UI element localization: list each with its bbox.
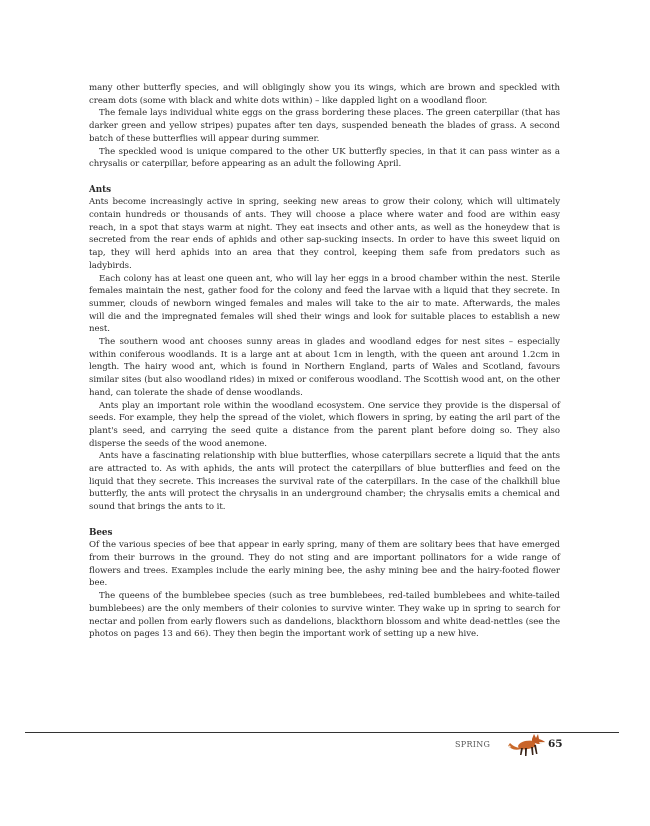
paragraph: Of the various species of bee that appear in early spring, many of them are solitary bees that have emerged from their burrows in the ground. They do not sting and are important pollinators for a wide range of flowers and trees. Examples include the early mining bee, the ashy mining bee and the hairy-footed flower bee. xyxy=(89,540,560,589)
paragraph: Ants have a fascinating relationship with blue butterflies, whose caterpillars secrete a liquid that the ants are attracted to. As with aphids, the ants will protect the caterpillars of blue butterflies and feed on the liquid that they secrete. This increases the survival rate of the caterpillars. In the case of the chalkhill blue butterfly, the ants will protect the chrysalis in an underground chamber; the chrysalis emits a chemical and sound that brings the ants to it. xyxy=(89,451,560,513)
paragraph: Each colony has at least one queen ant, who will lay her eggs in a brood chamber within the nest. Sterile females maintain the nest, gather food for the colony and feed the larvae with a liquid that they secrete. In summer, clouds of newborn winged females and males will take to the air to mate. Afterwards, the males will die and the impregnated females will shed their wings and look for suitable places to establish a new nest. xyxy=(89,273,560,335)
page-body xyxy=(89,82,560,641)
section-heading-ants: Ants xyxy=(89,184,112,195)
footer-section-label: SPRING xyxy=(455,740,491,749)
paragraph: The speckled wood is unique compared to the other UK butterfly species, in that it can pass winter as a chrysalis or caterpillar, before appearing as an adult the following April. xyxy=(89,146,560,170)
page-number: 65 xyxy=(548,738,563,750)
paragraph: Ants become increasingly active in spring, seeking new areas to grow their colony, which will ultimately contain hundreds or thousands of ants. They will choose a place where water and food are within easy reach, in a spot that stays warm at night. They eat insects and other ants, as well as the honeydew that is secreted from the rear ends of aphids and other sap-sucking insects. In order to have this sweet liquid on tap, they will herd aphids into an area that they control, keeping them safe from predators such as ladybirds. xyxy=(89,197,560,271)
paragraph: many other butterfly species, and will obligingly show you its wings, which are brown and speckled with cream dots (some with black and white dots within) – like dappled light on a woodland floor. xyxy=(89,83,560,106)
paragraph: The queens of the bumblebee species (such as tree bumblebees, red-tailed bumblebees and white-tailed bumblebees) are the only members of their colonies to survive winter. They wake up in spring to search for nectar and pollen from early flowers such as dandelions, blackthorn blossom and white dead-nettles (see the photos on pages 13 and 66). They then begin the important work of setting up a new hive. xyxy=(89,591,560,640)
paragraph: The female lays individual white eggs on the grass bordering these places. The green caterpillar (that has darker green and yellow stripes) pupates after ten days, suspended beneath the blades of grass. A second batch of these butterflies will appear during summer. xyxy=(89,108,560,144)
paragraph: Ants play an important role within the woodland ecosystem. One service they provide is the dispersal of seeds. For example, they help the spread of the violet, which flowers in spring, by eating the aril part of the plant's seed, and carrying the seed quite a distance from the parent plant before doing so. They also disperse the seeds of the wood anemone. xyxy=(89,400,560,449)
section-heading-bees: Bees xyxy=(89,527,113,538)
fox-icon xyxy=(504,726,546,758)
paragraph: The southern wood ant chooses sunny areas in glades and woodland edges for nest sites – especially within coniferous woodlands. It is a large ant at about 1cm in length, with the queen ant around 1.2cm in length. The hairy wood ant, which is found in Northern England, parts of Wales and Scotland, favours similar sites (but also woodland rides) in mixed or coniferous woodland. The Scottish wood ant, on the other hand, can tolerate the shade of dense woodlands. xyxy=(89,337,560,398)
